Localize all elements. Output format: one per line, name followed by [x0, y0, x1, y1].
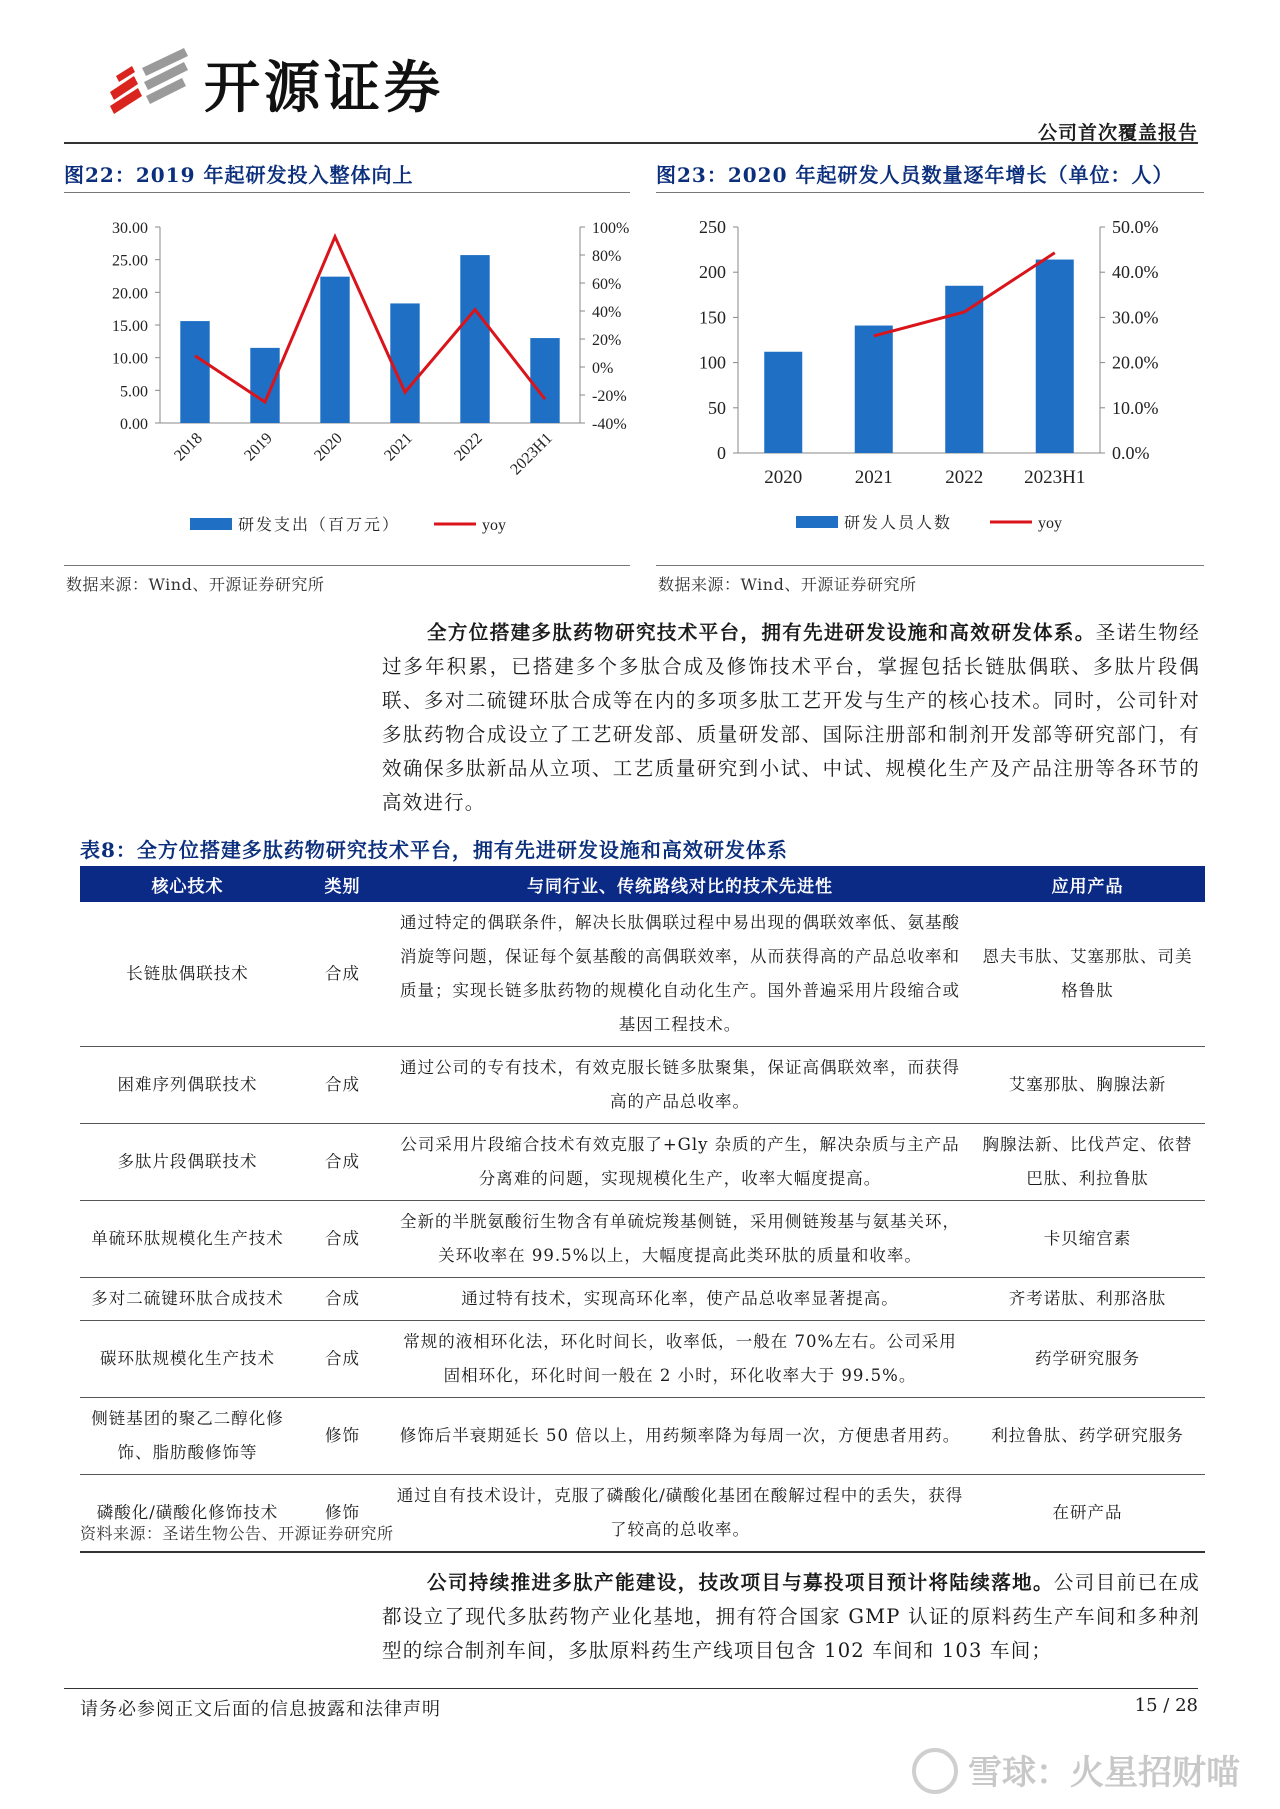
- table-cell: 在研产品: [970, 1475, 1205, 1553]
- table-cell: 药学研究服务: [970, 1321, 1205, 1398]
- data-bar: [764, 352, 802, 453]
- table-cell: 胸腺法新、比伐芦定、依替巴肽、利拉鲁肽: [970, 1124, 1205, 1201]
- paragraph-rd-platform-lead: 全方位搭建多肽药物研究技术平台，拥有先进研发设施和高效研发体系。: [427, 621, 1096, 644]
- table-row: [80, 1398, 1205, 1475]
- left-tick-label: 200: [699, 262, 726, 283]
- figure23-bottom-rule: [656, 565, 1204, 566]
- x-tick-label: 2022: [945, 467, 984, 488]
- table-cell: 合成: [295, 902, 390, 1047]
- right-tick-label: 60%: [592, 276, 622, 293]
- x-tick-label: 2019: [241, 429, 276, 465]
- header-divider: [64, 142, 1198, 144]
- table-cell: 多对二硫键环肽合成技术: [80, 1278, 295, 1321]
- table-cell: 艾塞那肽、胸腺法新: [970, 1047, 1205, 1124]
- left-tick-label: 0: [717, 443, 726, 463]
- table-cell: 合成: [295, 1321, 390, 1398]
- data-bar: [250, 348, 279, 423]
- left-tick-label: 20.00: [112, 285, 148, 303]
- table-cell: 侧链基团的聚乙二醇化修饰、脂肪酸修饰等: [80, 1398, 295, 1475]
- table-header-category: 类别: [295, 866, 390, 902]
- table-cell: 恩夫韦肽、艾塞那肽、司美格鲁肽: [970, 902, 1205, 1047]
- left-tick-label: 0.00: [120, 416, 148, 433]
- right-tick-label: 40.0%: [1112, 262, 1159, 283]
- data-bar: [460, 255, 489, 423]
- x-tick-label: 2020: [764, 467, 803, 488]
- right-tick-label: 50.0%: [1112, 217, 1159, 237]
- table-cell: 合成: [295, 1124, 390, 1201]
- table-cell: 公司采用片段缩合技术有效克服了+Gly 杂质的产生，解决杂质与主产品分离难的问题，实现规模化生产，收率大幅度提高。: [390, 1124, 970, 1201]
- left-tick-label: 250: [699, 217, 726, 237]
- table-cell: 通过特定的偶联条件，解决长肽偶联过程中易出现的偶联效率低、氨基酸消旋等问题，保证每个氨基酸的高偶联效率，从而获得高的产品总收率和质量；实现长链多肽药物的规模化自动化生产。国外普遍采用片段缩合或基因工程技术。: [390, 902, 970, 1047]
- left-tick-label: 10.00: [112, 350, 148, 368]
- kaiyuan-logo-icon: [108, 48, 190, 114]
- report-type-label: 公司首次覆盖报告: [1037, 122, 1198, 144]
- left-tick-label: 5.00: [120, 383, 148, 401]
- x-tick-label: 2023H1: [507, 429, 556, 479]
- figure22-title: 图22：2019 年起研发投入整体向上: [64, 163, 414, 187]
- right-tick-label: 80%: [592, 248, 622, 265]
- footer-disclaimer: 请务必参阅正文后面的信息披露和法律声明: [80, 1699, 441, 1720]
- paragraph-rd-platform-body: 圣诺生物经过多年积累，已搭建多个多肽合成及修饰技术平台，掌握包括长链肽偶联、多肽片段偶联、多对二硫键环肽合成等在内的多项多肽工艺开发与生产的核心技术。同时，公司针对多肽药物合成设立了工艺研发部、质量研发部、国际注册部和制剂开发部等研究部门，有效确保多肽新品从立项、工艺质量研究到小试、中试、规模化生产及产品注册等各环节的高效进行。: [382, 621, 1200, 814]
- legend-line-label: yoy: [482, 517, 506, 534]
- table-cell: 利拉鲁肽、药学研究服务: [970, 1398, 1205, 1475]
- data-bar: [1036, 260, 1074, 453]
- left-tick-label: 100: [699, 352, 726, 373]
- legend-bar-label: 研发人员人数: [844, 515, 953, 532]
- table-cell: 多肽片段偶联技术: [80, 1124, 295, 1201]
- table-cell: 常规的液相环化法，环化时间长，收率低，一般在 70%左右。公司采用固相环化，环化时间一般在 2 小时，环化收率大于 99.5%。: [390, 1321, 970, 1398]
- table-cell: 通过特有技术，实现高环化率，使产品总收率显著提高。: [390, 1278, 970, 1321]
- table8-title: 表8：全方位搭建多肽药物研究技术平台，拥有先进研发设施和高效研发体系: [80, 838, 788, 862]
- data-bar: [390, 303, 419, 423]
- table-row: [80, 1047, 1205, 1124]
- x-tick-label: 2021: [854, 467, 893, 488]
- table-row: [80, 1278, 1205, 1321]
- table-cell: 通过公司的专有技术，有效克服长链多肽聚集，保证高偶联效率，而获得高的产品总收率。: [390, 1047, 970, 1124]
- legend-bar-swatch: [796, 516, 838, 528]
- table-header-advantage: 与同行业、传统路线对比的技术先进性: [390, 866, 970, 902]
- right-tick-label: 30.0%: [1112, 307, 1159, 328]
- figure23-top-rule: [656, 192, 1204, 193]
- table-row: [80, 1201, 1205, 1278]
- legend-bar-label: 研发支出（百万元）: [238, 517, 401, 534]
- legend-bar-swatch: [190, 518, 232, 530]
- figure23-source: 数据来源：Wind、开源证券研究所: [658, 575, 917, 594]
- company-logo-text: 开源证券: [204, 56, 444, 121]
- table-cell: 修饰: [295, 1398, 390, 1475]
- core-technology-table: [80, 866, 1205, 1553]
- legend-line-label: yoy: [1038, 515, 1062, 532]
- table-header-core-tech: 核心技术: [80, 866, 295, 902]
- table-cell: 修饰: [295, 1475, 390, 1553]
- footer-divider: [64, 1688, 1198, 1689]
- table-row: [80, 1321, 1205, 1398]
- right-tick-label: -20%: [592, 388, 627, 405]
- figure22-source: 数据来源：Wind、开源证券研究所: [66, 575, 325, 594]
- x-tick-label: 2021: [381, 429, 416, 465]
- figure23-chart: [656, 205, 1204, 560]
- right-tick-label: 10.0%: [1112, 397, 1159, 418]
- table-cell: 长链肽偶联技术: [80, 902, 295, 1047]
- paragraph-rd-platform: [382, 616, 1200, 820]
- table-cell: 合成: [295, 1201, 390, 1278]
- paragraph-capacity: [382, 1566, 1200, 1668]
- yoy-line: [195, 237, 545, 402]
- watermark-text: 雪球：火星招财喵: [968, 1753, 1240, 1793]
- table-header-row: [80, 866, 1205, 902]
- table-cell: 修饰后半衰期延长 50 倍以上，用药频率降为每周一次，方便患者用药。: [390, 1398, 970, 1475]
- table-cell: 合成: [295, 1047, 390, 1124]
- table-cell: 全新的半胱氨酸衍生物含有单硫烷羧基侧链，采用侧链羧基与氨基关环，关环收率在 99.5%以上，大幅度提高此类环肽的质量和收率。: [390, 1201, 970, 1278]
- data-bar: [855, 326, 893, 453]
- table-cell: 通过自有技术设计，克服了磷酸化/磺酸化基团在酸解过程中的丢失，获得了较高的总收率。: [390, 1475, 970, 1553]
- right-tick-label: 20.0%: [1112, 352, 1159, 373]
- table-header-products: 应用产品: [970, 866, 1205, 902]
- right-tick-label: -40%: [592, 416, 627, 433]
- paragraph-capacity-body: 公司目前已在成都设立了现代多肽药物产业化基地，拥有符合国家 GMP 认证的原料药生产车间和多种剂型的综合制剂车间，多肽原料药生产线项目包含 102 车间和 103 车间；: [382, 1571, 1200, 1662]
- x-tick-label: 2023H1: [1024, 467, 1086, 488]
- table8-source: 资料来源：圣诺生物公告、开源证券研究所: [80, 1524, 394, 1543]
- table-cell: 碳环肽规模化生产技术: [80, 1321, 295, 1398]
- data-bar: [180, 321, 209, 423]
- left-tick-label: 50: [708, 397, 726, 418]
- data-bar: [320, 277, 349, 423]
- paragraph-capacity-lead: 公司持续推进多肽产能建设，技改项目与募投项目预计将陆续落地。: [427, 1571, 1054, 1594]
- right-tick-label: 100%: [592, 220, 630, 237]
- right-tick-label: 40%: [592, 304, 622, 321]
- left-tick-label: 150: [699, 307, 726, 328]
- left-tick-label: 15.00: [112, 318, 148, 335]
- figure22-chart: [64, 205, 630, 560]
- xueqiu-logo-icon: [912, 1748, 958, 1794]
- watermark: [912, 1745, 1240, 1798]
- table-cell: 磷酸化/磺酸化修饰技术: [80, 1475, 295, 1553]
- right-tick-label: 0.0%: [1112, 443, 1150, 463]
- table-cell: 困难序列偶联技术: [80, 1047, 295, 1124]
- figure22-top-rule: [64, 192, 630, 193]
- table-cell: 单硫环肽规模化生产技术: [80, 1201, 295, 1278]
- left-tick-label: 30.00: [112, 220, 148, 237]
- x-tick-label: 2020: [311, 429, 346, 465]
- table-cell: 齐考诺肽、利那洛肽: [970, 1278, 1205, 1321]
- left-tick-label: 25.00: [112, 252, 148, 270]
- table-cell: 合成: [295, 1278, 390, 1321]
- page-number: 15 / 28: [1134, 1695, 1198, 1716]
- x-tick-label: 2022: [451, 429, 486, 465]
- figure23-title: 图23：2020 年起研发人员数量逐年增长（单位：人）: [656, 163, 1174, 187]
- right-tick-label: 20%: [592, 332, 622, 349]
- table-row: [80, 902, 1205, 1047]
- x-tick-label: 2018: [171, 429, 206, 465]
- table-cell: 卡贝缩宫素: [970, 1201, 1205, 1278]
- data-bar: [530, 338, 559, 423]
- table-row: [80, 1124, 1205, 1201]
- figure22-bottom-rule: [64, 565, 630, 566]
- right-tick-label: 0%: [592, 360, 614, 377]
